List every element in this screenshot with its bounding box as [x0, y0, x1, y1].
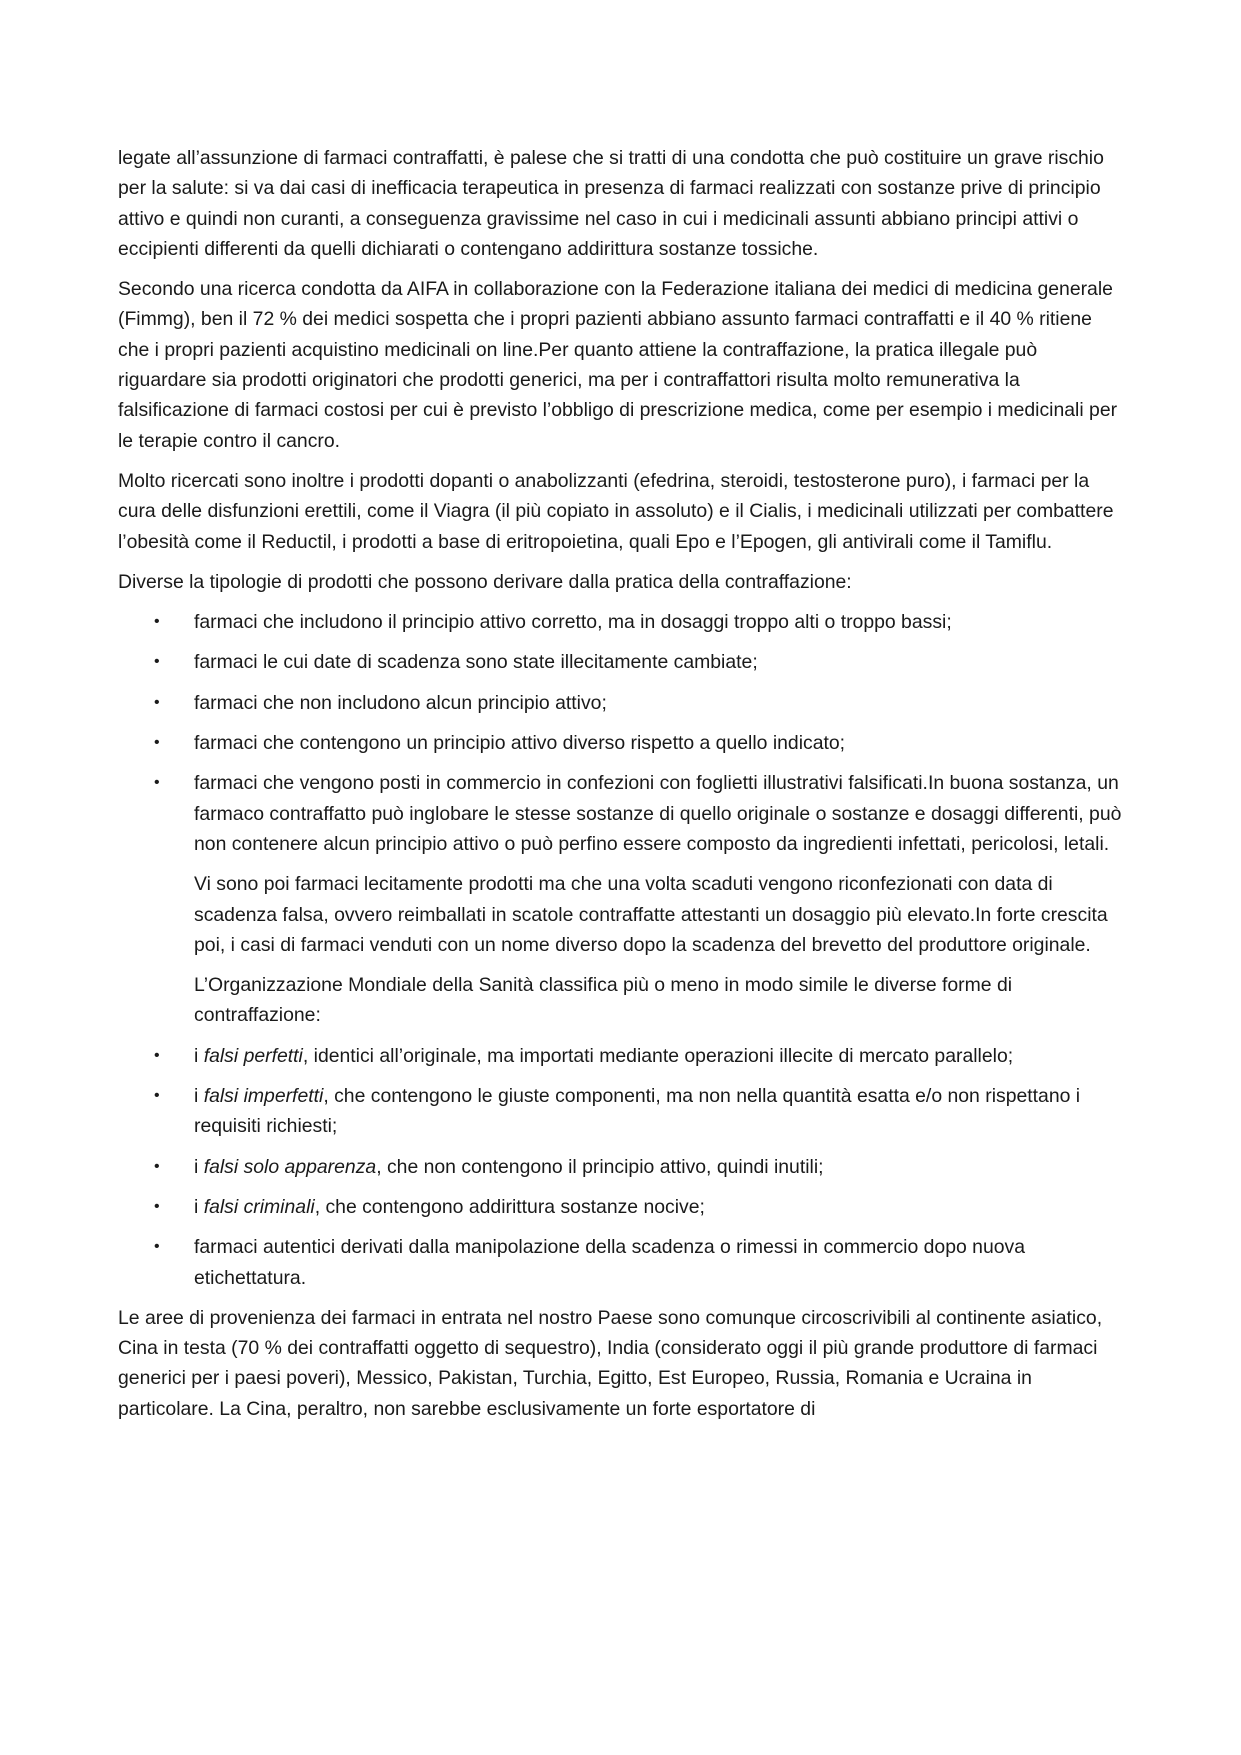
bullet-icon: •: [154, 1046, 160, 1064]
list-item: [118, 768, 1128, 859]
list-item-pre: i: [194, 1195, 204, 1218]
list-item-pre: i: [194, 1085, 204, 1108]
bullet-icon: •: [154, 1087, 160, 1105]
list-item-text: farmaci che includono il principio attivo corretto, ma in dosaggi troppo alti o troppo bassi;: [194, 611, 952, 634]
body-paragraph: Diverse la tipologie di prodotti che possono derivare dalla pratica della contraffazione:: [118, 570, 852, 593]
list-item-post: , che contengono le giuste componenti, ma non nella quantità esatta e/o non rispettano i requisiti richiesti;: [194, 1085, 1081, 1138]
bullet-icon: •: [154, 693, 160, 711]
product-types-list: [118, 607, 1128, 859]
list-item: [118, 607, 1128, 637]
bullet-icon: •: [154, 613, 160, 631]
who-classification-list: [118, 1041, 1128, 1293]
list-item-emphasis: falsi imperfetti: [203, 1085, 324, 1108]
body-paragraph: Secondo una ricerca condotta da AIFA in collaborazione con la Federazione italiana dei medici di medicina generale (Fimmg), ben il 72 % dei medici sospetta che i propri pazienti abbiano assunto farmaci contraffatti e il 40 % ritiene che i propri pazienti acquistino medicinali on line.Per quanto attiene la contraffazione, la pratica illegale può riguardare sia prodotti originatori che prodotti generici, ma per i contraffattori risulta molto remunerativa la falsificazione di farmaci costosi per cui è previsto l’obbligo di prescrizione medica, come per esempio i medicinali per le terapie contro il cancro.: [118, 278, 1118, 452]
list-item-text: farmaci che non includono alcun principio attivo;: [194, 691, 607, 714]
indented-paragraph: Vi sono poi farmaci lecitamente prodotti ma che una volta scaduti vengono riconfezionati con data di scadenza falsa, ovvero reimballati in scatole contraffatte attestanti un dosaggio più elevato.In forte crescita poi, i casi di farmaci venduti con un nome diverso dopo la scadenza del brevetto del produttore originale.: [194, 873, 1108, 956]
list-item-post: , che non contengono il principio attivo, quindi inutili;: [376, 1155, 824, 1178]
bullet-icon: •: [154, 1197, 160, 1215]
list-item-pre: i: [194, 1155, 204, 1178]
list-item: [118, 1192, 1128, 1222]
body-paragraph: legate all’assunzione di farmaci contraffatti, è palese che si tratti di una condotta che può costituire un grave rischio per la salute: si va dai casi di inefficacia terapeutica in presenza di farmaci realizzati con sostanze prive di principio attivo e quindi non curanti, a conseguenza gravissime nel caso in cui i medicinali assunti abbiano principi attivi o eccipienti differenti da quelli dichiarati o contengano addirittura sostanze tossiche.: [118, 147, 1104, 260]
list-item-emphasis: falsi solo apparenza: [203, 1155, 377, 1178]
list-item: [118, 647, 1128, 677]
list-item: [118, 688, 1128, 718]
list-item-emphasis: falsi perfetti: [203, 1044, 303, 1067]
bullet-icon: •: [154, 1238, 160, 1256]
list-item-post: farmaci autentici derivati dalla manipolazione della scadenza o rimessi in commercio dopo nuova etichettatura.: [194, 1236, 1025, 1289]
list-item-text: farmaci che contengono un principio attivo diverso rispetto a quello indicato;: [194, 732, 846, 755]
indented-paragraph: L’Organizzazione Mondiale della Sanità classifica più o meno in modo simile le diverse forme di contraffazione:: [194, 974, 1013, 1027]
list-item: [118, 1081, 1128, 1142]
body-paragraph: Le aree di provenienza dei farmaci in entrata nel nostro Paese sono comunque circoscrivibili al continente asiatico, Cina in testa (70 % dei contraffatti oggetto di sequestro), India (considerato oggi il più grande produttore di farmaci generici per i paesi poveri), Messico, Pakistan, Turchia, Egitto, Est Europeo, Russia, Romania e Ucraina in particolare. La Cina, peraltro, non sarebbe esclusivamente un forte esportatore di: [118, 1306, 1103, 1420]
bullet-icon: •: [154, 1157, 160, 1175]
bullet-icon: •: [154, 734, 160, 752]
list-item-pre: i: [194, 1044, 204, 1067]
body-paragraph: Molto ricercati sono inoltre i prodotti dopanti o anabolizzanti (efedrina, steroidi, testosterone puro), i farmaci per la cura delle disfunzioni erettili, come il Viagra (il più copiato in assoluto) e il Cialis, i medicinali utilizzati per combattere l’obesità come il Reductil, i prodotti a base di eritropoietina, quali Epo e l’Epogen, gli antivirali come il Tamiflu.: [118, 469, 1114, 553]
list-item: [118, 1152, 1128, 1182]
list-item-post: , identici all’originale, ma importati mediante operazioni illecite di mercato parallelo;: [302, 1044, 1014, 1067]
list-item-emphasis: falsi criminali: [203, 1195, 315, 1218]
list-item-text: farmaci le cui date di scadenza sono state illecitamente cambiate;: [194, 651, 758, 674]
bullet-icon: •: [154, 653, 160, 671]
list-item: [118, 728, 1128, 758]
list-item-text: farmaci che vengono posti in commercio in confezioni con foglietti illustrativi falsificati.In buona sostanza, un farmaco contraffatto può inglobare le stesse sostanze di quello originale o sostanze e dosaggi differenti, può non contenere alcun principio attivo o può perfino essere composto da ingredienti infettati, pericolosi, letali.: [194, 772, 1122, 855]
list-item: [118, 1041, 1128, 1071]
bullet-icon: •: [154, 774, 160, 792]
document-page: [118, 143, 1128, 1434]
list-item: [118, 1232, 1128, 1293]
list-item-post: , che contengono addirittura sostanze nocive;: [314, 1195, 705, 1218]
